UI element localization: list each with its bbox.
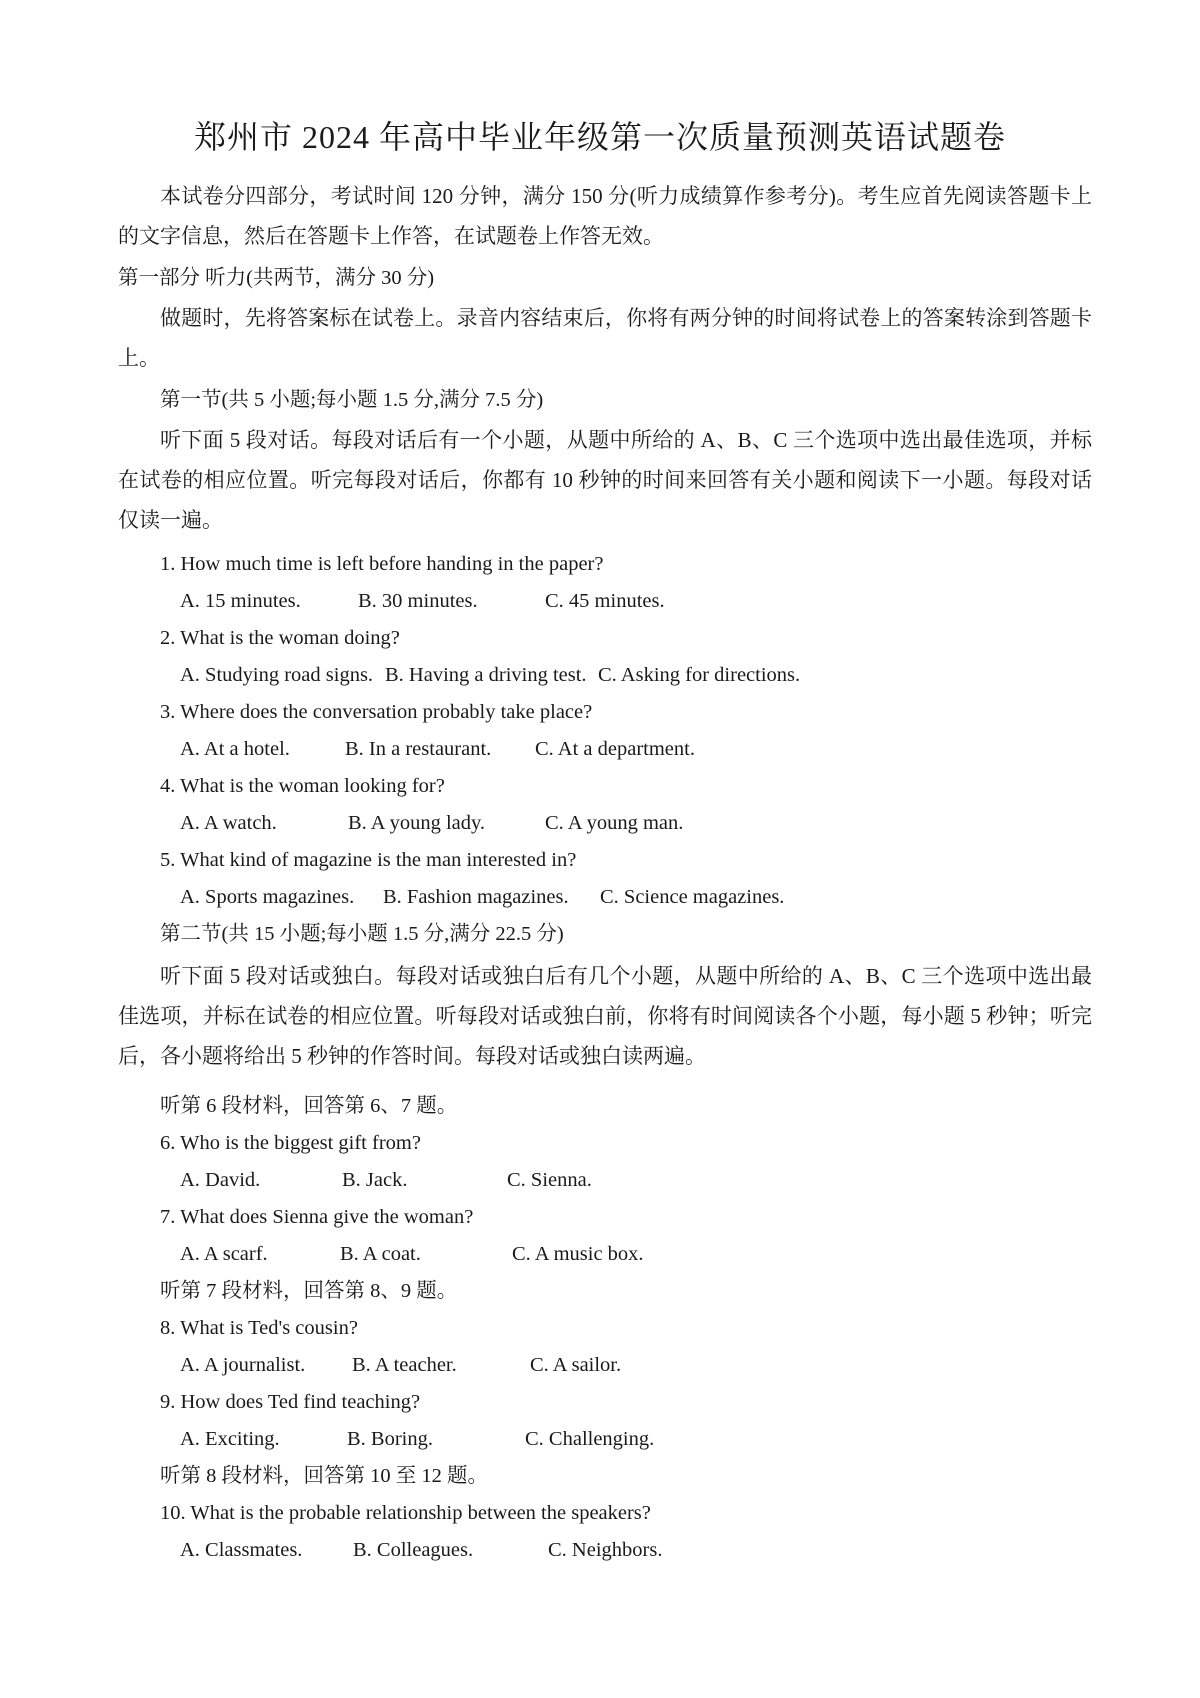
- option-a: A. David.: [180, 1169, 261, 1191]
- option-b: B. 30 minutes.: [358, 590, 478, 612]
- section2-instruction: 听下面 5 段对话或独白。每段对话或独白后有几个小题，从题中所给的 A、B、C 三个选项中选出最佳选项，并标在试卷的相应位置。听每段对话或独白前，你将有时间阅读各个小题，每小题 5 秒钟；听完后，各小题将给出 5 秒钟的作答时间。每段对话或独白读两遍。: [118, 964, 1092, 1068]
- option-c: C. Asking for directions.: [598, 664, 801, 686]
- question-7: 7. What does Sienna give the woman?: [160, 1206, 474, 1228]
- option-b: B. In a restaurant.: [345, 738, 492, 760]
- option-a: A. A journalist.: [180, 1354, 306, 1376]
- question-8: 8. What is Ted's cousin?: [160, 1317, 358, 1339]
- option-b: B. Having a driving test.: [385, 664, 587, 686]
- option-c: C. Neighbors.: [548, 1539, 663, 1561]
- option-b: B. A coat.: [340, 1243, 421, 1265]
- material-8-heading: 听第 8 段材料，回答第 10 至 12 题。: [160, 1465, 488, 1487]
- material-6-heading: 听第 6 段材料，回答第 6、7 题。: [160, 1095, 458, 1117]
- option-a: A. A scarf.: [180, 1243, 268, 1265]
- option-c: C. Sienna.: [507, 1169, 592, 1191]
- option-c: C. A sailor.: [530, 1354, 622, 1376]
- question-9: 9. How does Ted find teaching?: [160, 1391, 421, 1413]
- option-c: C. 45 minutes.: [545, 590, 665, 612]
- option-c: C. A music box.: [512, 1243, 644, 1265]
- option-c: C. Science magazines.: [600, 886, 785, 908]
- option-a: A. Sports magazines.: [180, 886, 355, 908]
- option-c: C. At a department.: [535, 738, 695, 760]
- section1-heading: 第一节(共 5 小题;每小题 1.5 分,满分 7.5 分): [160, 389, 544, 411]
- option-b: B. Jack.: [342, 1169, 408, 1191]
- question-1: 1. How much time is left before handing in the paper?: [160, 553, 604, 575]
- option-a: A. Studying road signs.: [180, 664, 374, 686]
- option-a: A. Exciting.: [180, 1428, 280, 1450]
- option-a: A. Classmates.: [180, 1539, 303, 1561]
- intro-paragraph: 本试卷分四部分，考试时间 120 分钟，满分 150 分(听力成绩算作参考分)。考生应首先阅读答题卡上的文字信息，然后在答题卡上作答，在试题卷上作答无效。: [118, 184, 1092, 248]
- option-c: C. A young man.: [545, 812, 684, 834]
- option-b: B. Fashion magazines.: [383, 886, 569, 908]
- part1-heading: 第一部分 听力(共两节，满分 30 分): [118, 267, 435, 289]
- question-2: 2. What is the woman doing?: [160, 627, 400, 649]
- material-7-heading: 听第 7 段材料，回答第 8、9 题。: [160, 1280, 458, 1302]
- question-4: 4. What is the woman looking for?: [160, 775, 445, 797]
- page-title: 郑州市 2024 年高中毕业年级第一次质量预测英语试题卷: [193, 119, 1006, 155]
- section2-heading: 第二节(共 15 小题;每小题 1.5 分,满分 22.5 分): [160, 923, 564, 945]
- option-a: A. 15 minutes.: [180, 590, 301, 612]
- option-b: B. A young lady.: [348, 812, 486, 834]
- option-a: A. A watch.: [180, 812, 277, 834]
- option-a: A. At a hotel.: [180, 738, 290, 760]
- part1-instruction: 做题时，先将答案标在试卷上。录音内容结束后，你将有两分钟的时间将试卷上的答案转涂到答题卡上。: [118, 306, 1092, 370]
- question-3: 3. Where does the conversation probably take place?: [160, 701, 593, 723]
- section1-instruction: 听下面 5 段对话。每段对话后有一个小题，从题中所给的 A、B、C 三个选项中选出最佳选项，并标在试卷的相应位置。听完每段对话后，你都有 10 秒钟的时间来回答有关小题和阅读下一小题。每段对话仅读一遍。: [118, 428, 1092, 532]
- question-6: 6. Who is the biggest gift from?: [160, 1132, 421, 1154]
- option-b: B. Boring.: [347, 1428, 433, 1450]
- option-c: C. Challenging.: [525, 1428, 655, 1450]
- question-5: 5. What kind of magazine is the man interested in?: [160, 849, 577, 871]
- question-10: 10. What is the probable relationship between the speakers?: [160, 1502, 651, 1524]
- option-b: B. A teacher.: [352, 1354, 457, 1376]
- option-b: B. Colleagues.: [353, 1539, 474, 1561]
